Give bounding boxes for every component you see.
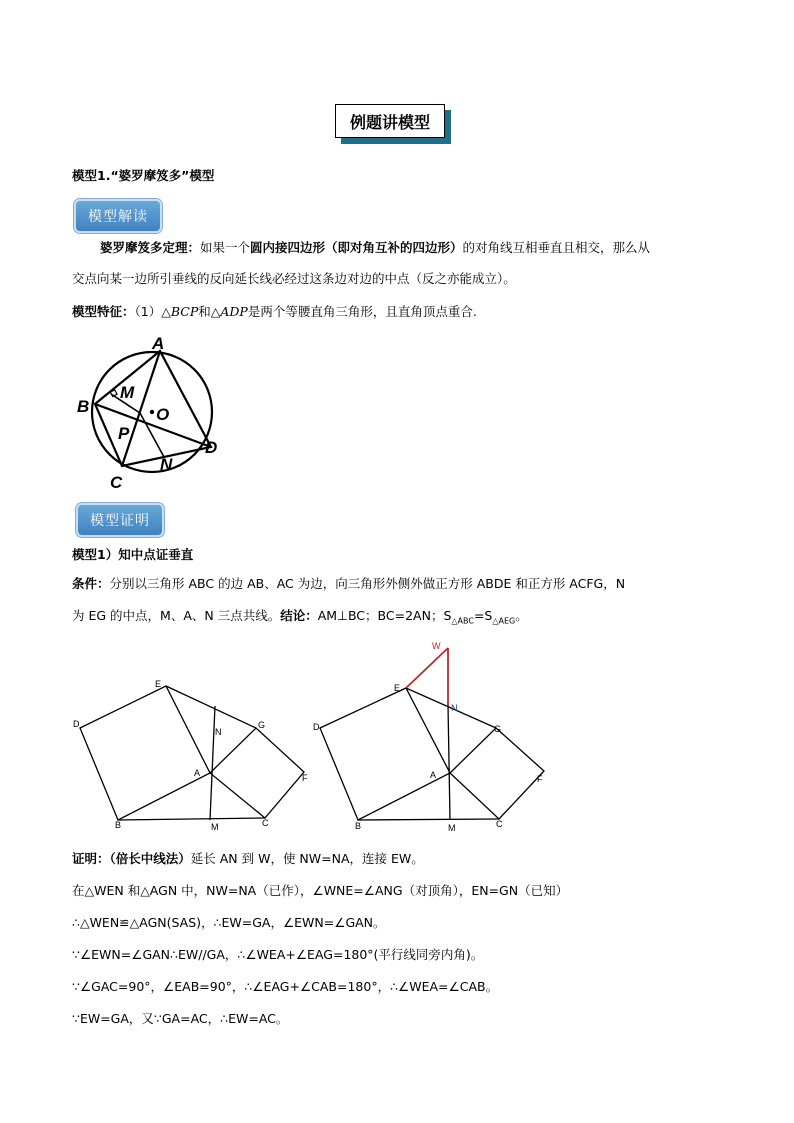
conclusion-eq: =S: [473, 608, 493, 623]
proof-line-3: ∴△WEN≌△AGN(SAS)，∴EW=GA，∠EWN=∠GAN。: [72, 915, 386, 930]
feature-line: [72, 303, 477, 321]
feature-tri2: △ADP: [210, 304, 248, 319]
badge-model-read: 模型解读: [74, 199, 162, 233]
conclusion-text: AM⊥BC；BC=2AN；S: [317, 608, 452, 623]
label-a: A: [152, 334, 165, 353]
page-title: 例题讲模型: [335, 104, 445, 138]
fig1-label-b: B: [115, 820, 122, 830]
fig1-label-a: A: [194, 768, 201, 778]
fig1-label-g: G: [258, 720, 266, 730]
model-heading: 模型1.“婆罗摩笈多”模型: [72, 168, 215, 183]
condition-text-2: 为 EG 的中点，M、A、N 三点共线。: [72, 608, 281, 623]
fig1-label-n: N: [215, 727, 222, 737]
theorem-line-2: 交点向某一边所引垂线的反向延长线必经过这条边对边的中点（反之亦能成立）。: [72, 271, 516, 286]
condition-line-2: [72, 607, 528, 631]
proof-method: （倍长中线法）: [109, 851, 191, 866]
label-c: C: [110, 473, 123, 492]
fig2-label-n: N: [451, 703, 458, 713]
segment-ew: [406, 648, 448, 688]
fig1-label-f: F: [302, 773, 308, 783]
proof-line-1: [72, 850, 424, 868]
feature-t2: 和: [198, 304, 211, 319]
fig2-label-b: B: [355, 821, 362, 831]
proof-line-6: ∵EW=GA，又∵GA=AC，∴EW=AC。: [72, 1011, 289, 1026]
fig2-label-a: A: [430, 770, 437, 780]
badge-model-proof: 模型证明: [76, 503, 164, 537]
label-p: P: [118, 424, 130, 443]
fig1-label-e: E: [155, 679, 162, 689]
proof-line-4: ∵∠EWN=∠GAN∴EW//GA，∴∠WEA+∠EAG=180°(平行线同旁内角)。: [72, 947, 484, 962]
square-abde: [320, 688, 450, 820]
area-sub-1: △ABC: [451, 616, 474, 626]
feature-t3: 是两个等腰直角三角形，且直角顶点重合.: [247, 304, 477, 319]
square-acfg: [210, 728, 304, 818]
center-dot: [150, 410, 154, 414]
feature-tri1: △BCP: [161, 304, 199, 319]
fig1-label-c: C: [262, 818, 269, 828]
condition-line-1: [72, 575, 625, 593]
fig2-label-e: E: [394, 683, 401, 693]
proof-line-5: ∵∠GAC=90°，∠EAB=90°，∴∠EAG+∠CAB=180°，∴∠WEA=∠CAB。: [72, 979, 499, 994]
proof-line-2: 在△WEN 和△AGN 中，NW=NA（已作），∠WNE=∠ANG（对顶角），EN=GN（已知）: [72, 883, 569, 898]
side-bc: [358, 819, 499, 820]
figure-squares-1: [70, 675, 310, 840]
label-m: M: [120, 383, 135, 402]
area-sub-2: △AEG: [492, 616, 516, 626]
label-n: N: [160, 455, 173, 474]
fig2-label-c: C: [496, 819, 503, 829]
label-b: B: [77, 397, 90, 416]
square-abde: [80, 686, 210, 820]
label-o: O: [156, 405, 170, 424]
fig2-label-d: D: [313, 722, 320, 732]
fig2-label-f: F: [537, 774, 543, 784]
proof-label: 证明：: [72, 851, 110, 866]
theorem-text-2: 的对角线互相垂直且相交，那么从: [462, 240, 651, 255]
conclusion-tail: 。: [515, 608, 528, 623]
side-bc: [118, 818, 265, 820]
theorem-line-1: [100, 239, 650, 257]
page-title-box: [335, 104, 451, 144]
diagonal-ac: [122, 351, 160, 466]
circle-figure: [72, 330, 232, 495]
theorem-label: 婆罗摩笈多定理：: [100, 240, 201, 255]
fig2-label-g: G: [494, 724, 502, 734]
fig2-label-m: M: [448, 823, 456, 832]
segment-nm: [448, 705, 450, 820]
theorem-text-1: 如果一个: [200, 240, 251, 255]
condition-label: 条件：: [72, 576, 110, 591]
segment-eg: [166, 686, 256, 728]
segment-nm: [210, 706, 215, 820]
conclusion-label: 结论：: [280, 608, 318, 623]
sub-heading: 模型1）知中点证垂直: [72, 547, 194, 562]
figure-squares-2: [310, 637, 550, 832]
proof-text-1: 延长 AN 到 W，使 NW=NA，连接 EW。: [190, 851, 424, 866]
condition-text-1: 分别以三角形 ABC 的边 AB、AC 为边，向三角形外侧外做正方形 ABDE 和正方形 ACFG，N: [109, 576, 626, 591]
feature-label: 模型特征：: [72, 304, 135, 319]
theorem-bold: 圆内接四边形（即对角互补的四边形）: [250, 240, 463, 255]
fig2-label-w: W: [432, 641, 441, 651]
feature-t1: （1）: [134, 304, 162, 319]
fig1-label-m: M: [211, 822, 219, 832]
fig1-label-d: D: [73, 719, 80, 729]
label-d: D: [205, 438, 218, 457]
square-acfg: [450, 728, 544, 819]
